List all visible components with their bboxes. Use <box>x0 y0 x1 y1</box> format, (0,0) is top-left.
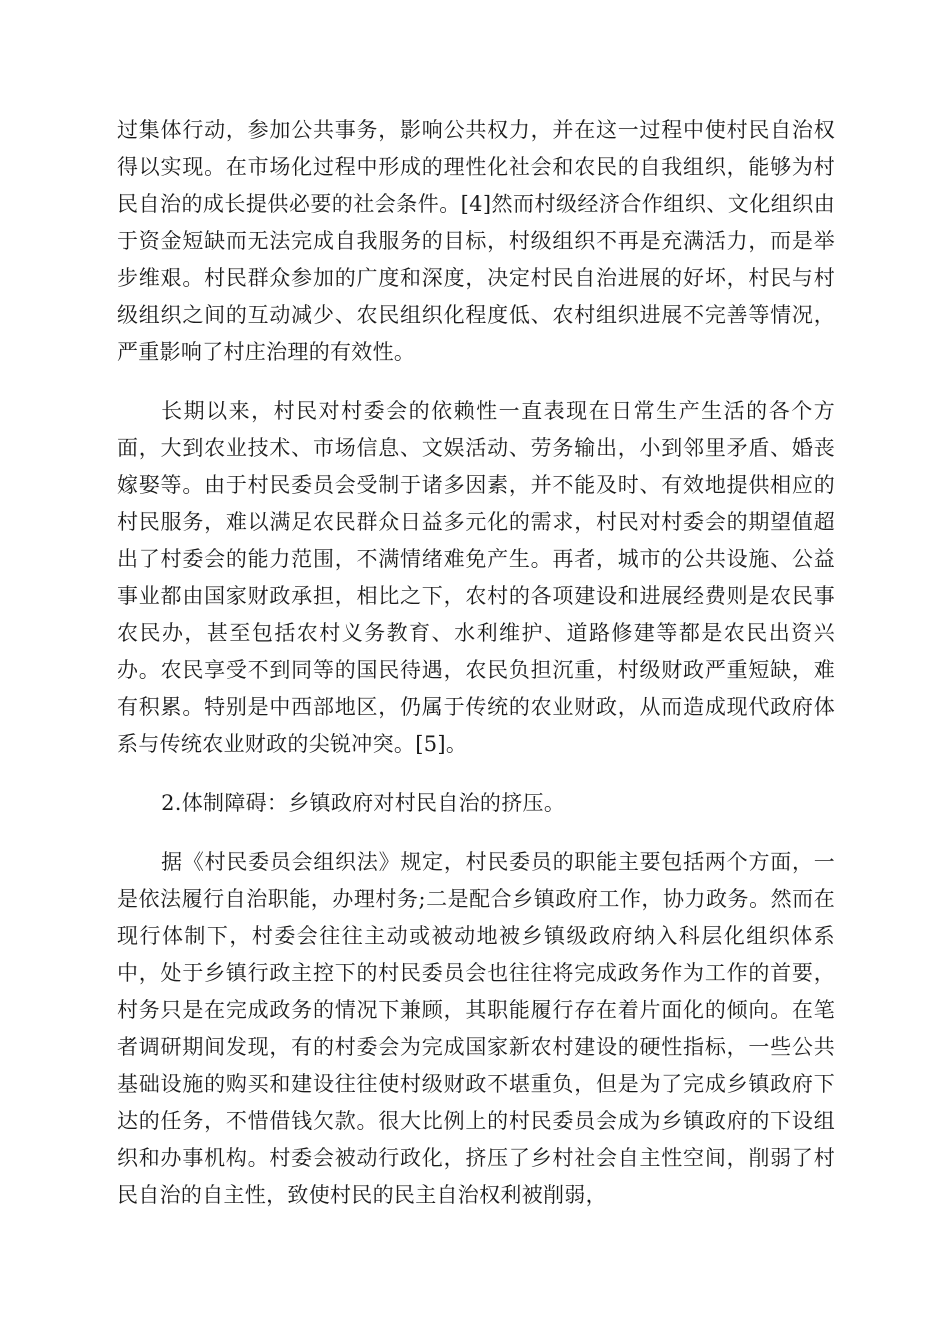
paragraph-continuation: 过集体行动，参加公共事务，影响公共权力，并在这一过程中使村民自治权得以实现。在市场化过程中形成的理性化社会和农民的自我组织，能够为村民自治的成长提供必要的社会条件。[4]然而村级经济合作组织、文化组织由于资金短缺而无法完成自我服务的目标，村级组织不再是充满活力，而是举步维艰。村民群众参加的广度和深度，决定村民自治进展的好坏，村民与村级组织之间的互动减少、农民组织化程度低、农村组织进展不完善等情况，严重影响了村庄治理的有效性。 <box>117 118 835 364</box>
document-body <box>117 112 835 1236</box>
section-heading-institutional-obstacle: 2.体制障碍：乡镇政府对村民自治的挤压。 <box>161 791 566 815</box>
paragraph-villager-dependence: 长期以来，村民对村委会的依赖性一直表现在日常生产生活的各个方面，大到农业技术、市场信息、文娱活动、劳务输出，小到邻里矛盾、婚丧嫁娶等。由于村民委员会受制于诸多因素，并不能及时、有效地提供相应的村民服务，难以满足农民群众日益多元化的需求，村民对村委会的期望值超出了村委会的能力范围，不满情绪难免产生。再者，城市的公共设施、公益事业都由国家财政承担，相比之下，农村的各项建设和进展经费则是农民事农民办，甚至包括农村义务教育、水利维护、道路修建等都是农民出资兴办。农民享受不到同等的国民待遇，农民负担沉重，村级财政严重短缺，难有积累。特别是中西部地区，仍属于传统的农业财政，从而造成现代政府体系与传统农业财政的尖锐冲突。[5]。 <box>117 399 835 756</box>
paragraph-organic-law: 据《村民委员会组织法》规定，村民委员的职能主要包括两个方面，一是依法履行自治职能，办理村务;二是配合乡镇政府工作，协力政务。然而在现行体制下，村委会往往主动或被动地被乡镇级政府纳入科层化组织体系中，处于乡镇行政主控下的村民委员会也往往将完成政务作为工作的首要，村务只是在完成政务的情况下兼顾，其职能履行存在着片面化的倾向。在笔者调研期间发现，有的村委会为完成国家新农村建设的硬性指标，一些公共基础设施的购买和建设往往使村级财政不堪重负，但是为了完成乡镇政府下达的任务，不惜借钱欠款。很大比例上的村民委员会成为乡镇政府的下设组织和办事机构。村委会被动行政化，挤压了乡村社会自主性空间，削弱了村民自治的自主性，致使村民的民主自治权利被削弱， <box>117 850 835 1207</box>
